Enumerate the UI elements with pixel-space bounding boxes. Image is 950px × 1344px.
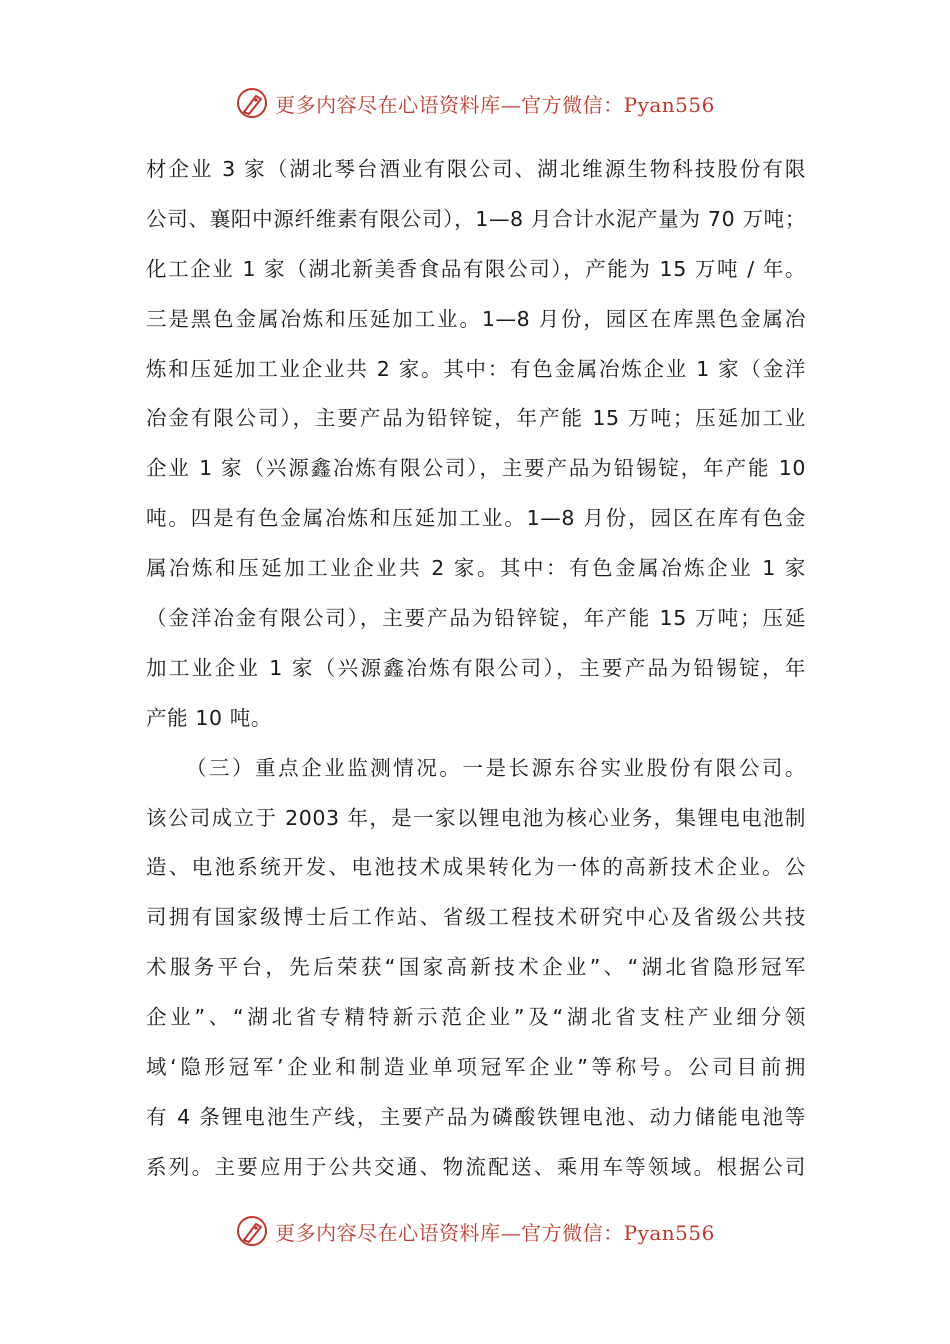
text-line: 产能 10 吨。 — [146, 705, 272, 730]
header-watermark-banner — [0, 83, 950, 123]
text-line: 材企业 3 家（湖北琴台酒业有限公司、湖北维源生物科技股份有限 — [146, 157, 806, 181]
text-line: 冶金有限公司），主要产品为铅锌锭，年产能 15 万吨；压延加工业 — [146, 406, 806, 431]
text-line: 系列。主要应用于公共交通、物流配送、乘用车等领域。根据公司 — [146, 1154, 806, 1179]
pen-nib-logo-icon — [235, 1214, 269, 1248]
footer-watermark-text: 更多内容尽在心语资料库—官方微信：Pyan556 — [275, 1220, 715, 1245]
footer-watermark-banner — [0, 1211, 950, 1251]
text-line: 炼和压延加工业企业共 2 家。其中：有色金属冶炼企业 1 家（金洋 — [146, 356, 806, 381]
text-line: 企业 1 家（兴源鑫冶炼有限公司），主要产品为铅锡锭，年产能 10 — [146, 456, 806, 481]
text-line: 该公司成立于 2003 年，是一家以锂电池为核心业务，集锂电电池制 — [146, 805, 806, 830]
section-heading-line: （三）重点企业监测情况。一是长源东谷实业股份有限公司。 — [186, 755, 806, 780]
text-line: 域‘隐形冠军’企业和制造业单项冠军企业”等称号。公司目前拥 — [146, 1055, 806, 1080]
text-line: 属冶炼和压延加工业企业共 2 家。其中：有色金属冶炼企业 1 家 — [146, 556, 806, 581]
text-line: 术服务平台，先后荣获“国家高新技术企业”、“湖北省隐形冠军 — [146, 955, 806, 980]
text-line: （金洋冶金有限公司），主要产品为铅锌锭，年产能 15 万吨；压延 — [146, 606, 806, 631]
header-watermark-text: 更多内容尽在心语资料库—官方微信：Pyan556 — [275, 92, 715, 117]
text-line: 三是黑色金属冶炼和压延加工业。1—8 月份，园区在库黑色金属冶 — [146, 306, 806, 331]
text-line: 企业”、“湖北省专精特新示范企业”及“湖北省支柱产业细分领 — [146, 1005, 806, 1030]
text-line: 加工业企业 1 家（兴源鑫冶炼有限公司），主要产品为铅锡锭，年 — [146, 655, 806, 680]
text-line: 化工企业 1 家（湖北新美香食品有限公司），产能为 15 万吨 / 年。 — [146, 256, 806, 281]
body-text — [146, 145, 806, 1193]
text-line: 有 4 条锂电池生产线，主要产品为磷酸铁锂电池、动力储能电池等 — [146, 1104, 806, 1129]
text-line: 公司、襄阳中源纤维素有限公司），1—8 月合计水泥产量为 70 万吨； — [146, 206, 806, 231]
text-line: 司拥有国家级博士后工作站、省级工程技术研究中心及省级公共技 — [146, 905, 806, 930]
text-line: 吨。四是有色金属冶炼和压延加工业。1—8 月份，园区在库有色金 — [146, 506, 806, 531]
pen-nib-logo-icon — [235, 86, 269, 120]
text-line: 造、电池系统开发、电池技术成果转化为一体的高新技术企业。公 — [146, 855, 806, 880]
